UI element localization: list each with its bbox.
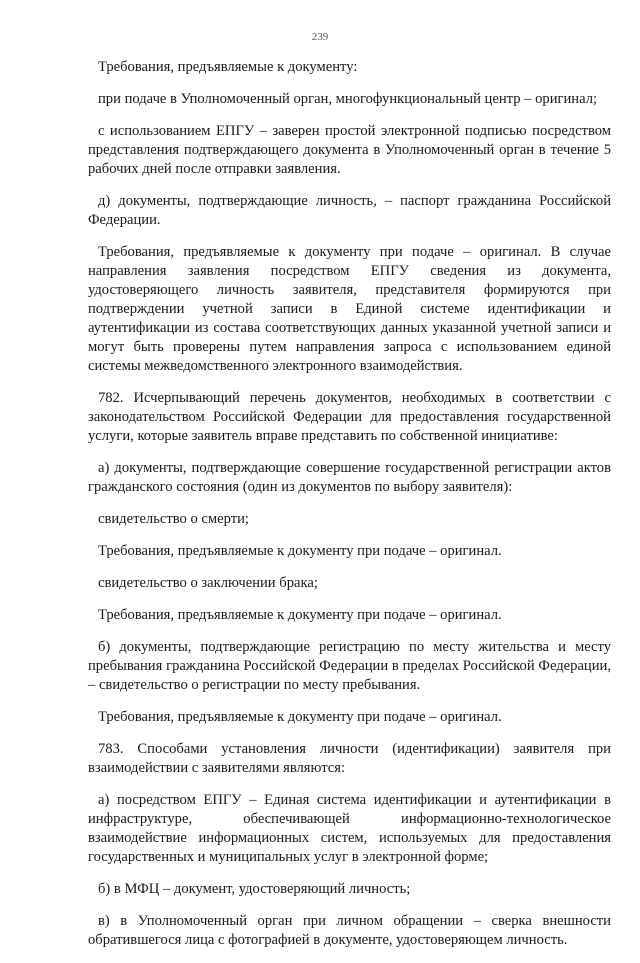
paragraph: в) в Уполномоченный орган при личном обращении – сверка внешности обратившегося лица с фотографией в документе, удостоверяющем личность. xyxy=(88,913,611,948)
paragraph: а) посредством ЕПГУ – Единая система идентификации и аутентификации в инфраструктуре, обеспечивающей информационно-технологическое взаимодействие информационных систем, используемых для предоставления государственных и муниципальных услуг в электронной форме; xyxy=(88,792,611,865)
paragraph: б) в МФЦ – документ, удостоверяющий личность; xyxy=(98,881,411,897)
paragraph: а) документы, подтверждающие совершение государственной регистрации актов гражданского состояния (один из документов по выбору заявителя): xyxy=(88,460,611,495)
paragraph: д) документы, подтверждающие личность, – паспорт гражданина Российской Федерации. xyxy=(88,193,611,228)
page-number: 239 xyxy=(311,31,329,43)
paragraph: с использованием ЕПГУ – заверен простой электронной подписью посредством представления подтверждающего документа в Уполномоченный орган в течение 5 рабочих дней после отправки заявления. xyxy=(88,123,611,177)
paragraph: 782. Исчерпывающий перечень документов, необходимых в соответствии с законодательством Российской Федерации для предоставления государственной услуги, которые заявитель вправе представить по собственной инициативе: xyxy=(88,390,611,444)
paragraph: Требования, предъявляемые к документу при подаче – оригинал. xyxy=(98,607,502,623)
paragraph: Требования, предъявляемые к документу при подаче – оригинал. xyxy=(98,543,502,559)
paragraph: свидетельство о заключении брака; xyxy=(98,575,318,591)
paragraph: Требования, предъявляемые к документу: xyxy=(98,59,358,75)
paragraph: свидетельство о смерти; xyxy=(98,511,249,527)
paragraph: Требования, предъявляемые к документу при подаче – оригинал. xyxy=(98,709,502,725)
paragraph: при подаче в Уполномоченный орган, многофункциональный центр – оригинал; xyxy=(98,91,598,107)
paragraph: 783. Способами установления личности (идентификации) заявителя при взаимодействии с заявителями являются: xyxy=(88,741,611,776)
paragraph: б) документы, подтверждающие регистрацию по месту жительства и месту пребывания гражданина Российской Федерации в пределах Российской Федерации, – свидетельство о регистрации по месту пребывания. xyxy=(88,639,611,693)
document-body xyxy=(88,58,611,963)
paragraph: Требования, предъявляемые к документу при подаче – оригинал. В случае направления заявления посредством ЕПГУ сведения из документа, удостоверяющего личность заявителя, представителя формируются при подтверждении учетной записи в Единой системе идентификации и аутентификации из состава соответствующих данных указанной учетной записи и могут быть проверены путем направления запроса с использованием единой системы межведомственного электронного взаимодействия. xyxy=(88,244,611,374)
